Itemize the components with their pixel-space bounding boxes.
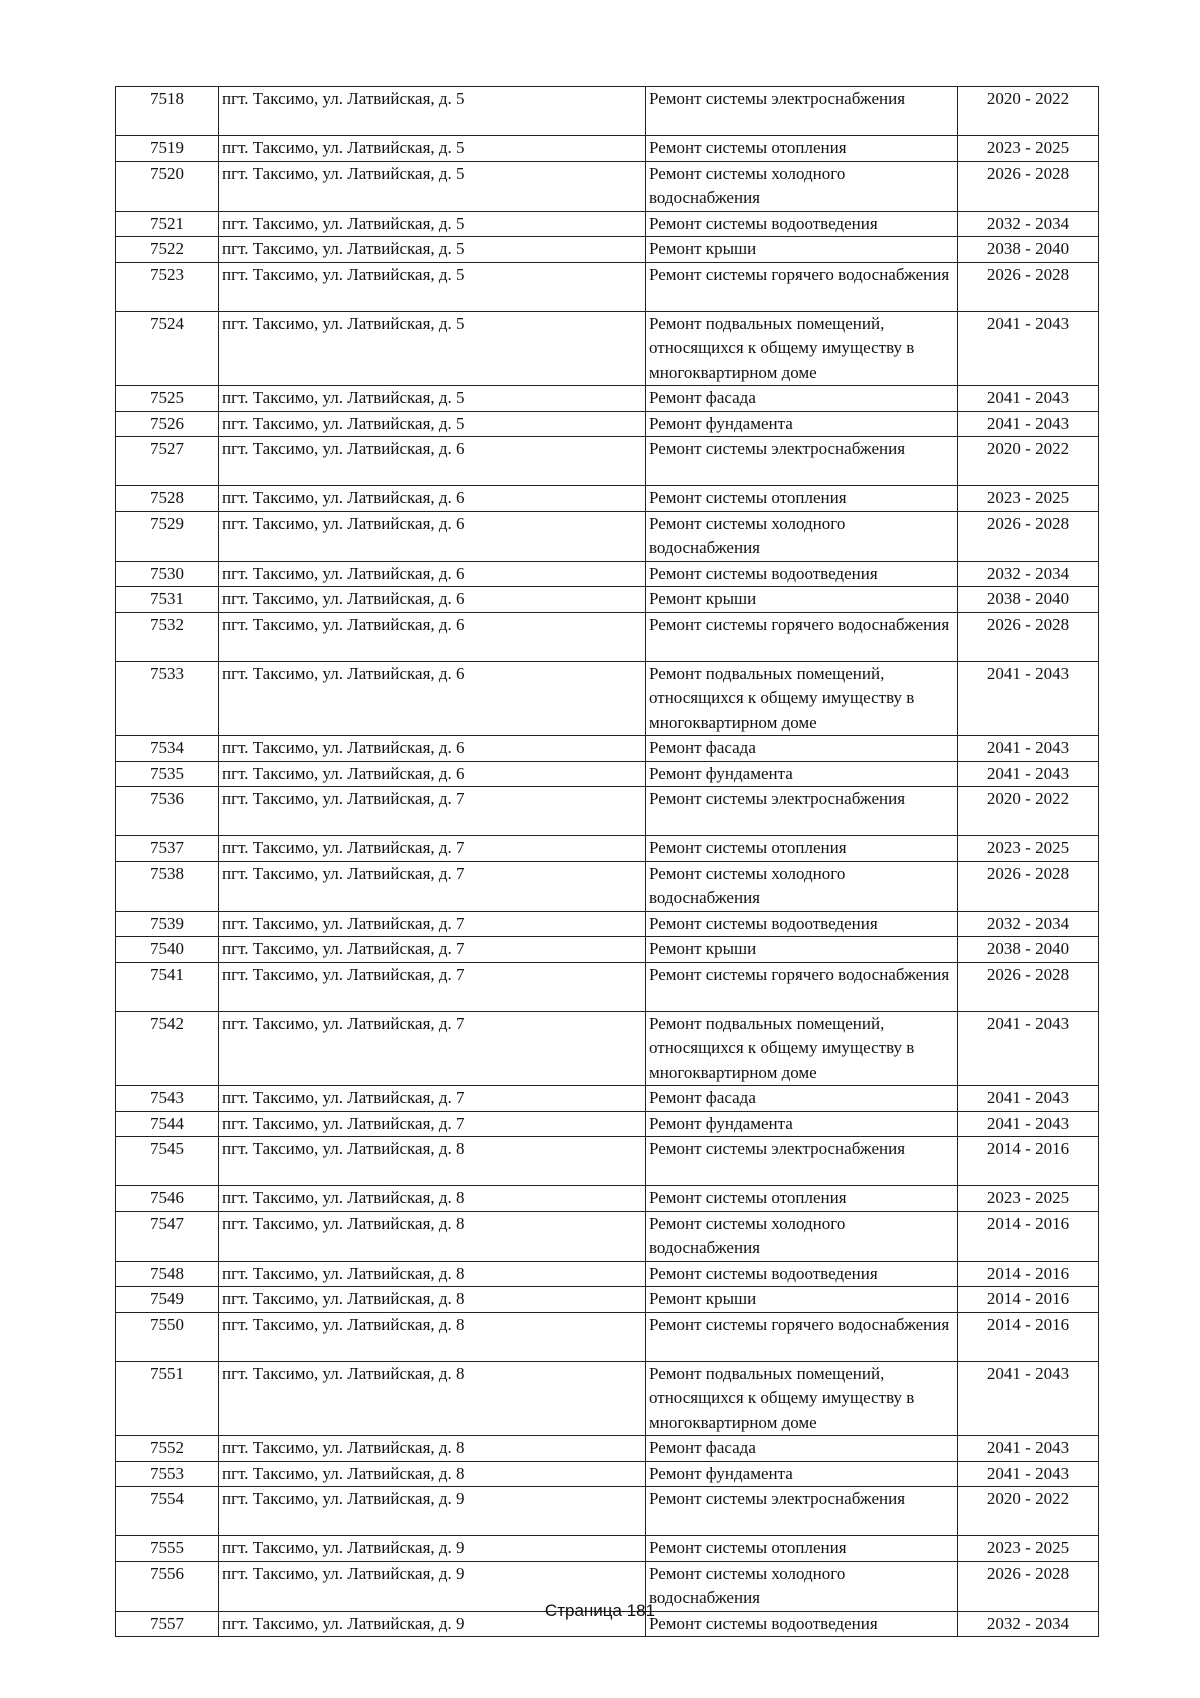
- work-type-cell: Ремонт системы горячего водоснабжения: [646, 1312, 958, 1361]
- repair-schedule-table: [115, 86, 1099, 1637]
- table-row: [116, 1011, 1099, 1086]
- row-number-cell: 7521: [116, 211, 219, 237]
- work-type-cell: Ремонт системы холодного водоснабжения: [646, 161, 958, 211]
- table-row: [116, 1536, 1099, 1562]
- table-row: [116, 1261, 1099, 1287]
- period-cell: 2032 - 2034: [958, 561, 1099, 587]
- row-number-cell: 7541: [116, 962, 219, 1011]
- period-cell: 2041 - 2043: [958, 736, 1099, 762]
- row-number-cell: 7537: [116, 836, 219, 862]
- address-cell: пгт. Таксимо, ул. Латвийская, д. 8: [219, 1361, 646, 1436]
- row-number-cell: 7556: [116, 1561, 219, 1611]
- work-type-cell: Ремонт фасада: [646, 1436, 958, 1462]
- work-type-cell: Ремонт системы горячего водоснабжения: [646, 962, 958, 1011]
- work-type-cell: Ремонт крыши: [646, 587, 958, 613]
- table-row: [116, 486, 1099, 512]
- row-number-cell: 7532: [116, 612, 219, 661]
- table-row: [116, 836, 1099, 862]
- row-number-cell: 7546: [116, 1186, 219, 1212]
- period-cell: 2041 - 2043: [958, 761, 1099, 787]
- table-row: [116, 1461, 1099, 1487]
- work-type-cell: Ремонт фундамента: [646, 1111, 958, 1137]
- work-type-cell: Ремонт крыши: [646, 237, 958, 263]
- table-row: [116, 587, 1099, 613]
- period-cell: 2026 - 2028: [958, 262, 1099, 311]
- row-number-cell: 7530: [116, 561, 219, 587]
- period-cell: 2041 - 2043: [958, 1361, 1099, 1436]
- table-row: [116, 736, 1099, 762]
- period-cell: 2020 - 2022: [958, 787, 1099, 836]
- row-number-cell: 7538: [116, 861, 219, 911]
- address-cell: пгт. Таксимо, ул. Латвийская, д. 6: [219, 437, 646, 486]
- period-cell: 2023 - 2025: [958, 836, 1099, 862]
- work-type-cell: Ремонт системы холодного водоснабжения: [646, 861, 958, 911]
- period-cell: 2023 - 2025: [958, 1536, 1099, 1562]
- work-type-cell: Ремонт системы водоотведения: [646, 561, 958, 587]
- row-number-cell: 7533: [116, 661, 219, 736]
- period-cell: 2014 - 2016: [958, 1312, 1099, 1361]
- address-cell: пгт. Таксимо, ул. Латвийская, д. 9: [219, 1561, 646, 1611]
- work-type-cell: Ремонт подвальных помещений, относящихся к общему имуществу в многоквартирном доме: [646, 1361, 958, 1436]
- row-number-cell: 7549: [116, 1287, 219, 1313]
- work-type-cell: Ремонт системы горячего водоснабжения: [646, 262, 958, 311]
- row-number-cell: 7545: [116, 1137, 219, 1186]
- row-number-cell: 7543: [116, 1086, 219, 1112]
- work-type-cell: Ремонт фундамента: [646, 1461, 958, 1487]
- period-cell: 2020 - 2022: [958, 87, 1099, 136]
- table-row: [116, 262, 1099, 311]
- row-number-cell: 7547: [116, 1211, 219, 1261]
- address-cell: пгт. Таксимо, ул. Латвийская, д. 7: [219, 836, 646, 862]
- row-number-cell: 7536: [116, 787, 219, 836]
- work-type-cell: Ремонт системы отопления: [646, 1536, 958, 1562]
- table-row: [116, 1186, 1099, 1212]
- row-number-cell: 7531: [116, 587, 219, 613]
- row-number-cell: 7529: [116, 511, 219, 561]
- work-type-cell: Ремонт системы холодного водоснабжения: [646, 511, 958, 561]
- work-type-cell: Ремонт подвальных помещений, относящихся к общему имуществу в многоквартирном доме: [646, 311, 958, 386]
- period-cell: 2038 - 2040: [958, 587, 1099, 613]
- period-cell: 2032 - 2034: [958, 211, 1099, 237]
- address-cell: пгт. Таксимо, ул. Латвийская, д. 5: [219, 237, 646, 263]
- row-number-cell: 7523: [116, 262, 219, 311]
- work-type-cell: Ремонт системы отопления: [646, 486, 958, 512]
- period-cell: 2041 - 2043: [958, 1436, 1099, 1462]
- address-cell: пгт. Таксимо, ул. Латвийская, д. 9: [219, 1536, 646, 1562]
- table-row: [116, 1487, 1099, 1536]
- work-type-cell: Ремонт крыши: [646, 937, 958, 963]
- address-cell: пгт. Таксимо, ул. Латвийская, д. 8: [219, 1211, 646, 1261]
- address-cell: пгт. Таксимо, ул. Латвийская, д. 5: [219, 87, 646, 136]
- table-row: [116, 1312, 1099, 1361]
- row-number-cell: 7535: [116, 761, 219, 787]
- address-cell: пгт. Таксимо, ул. Латвийская, д. 7: [219, 962, 646, 1011]
- table-row: [116, 561, 1099, 587]
- work-type-cell: Ремонт системы электроснабжения: [646, 437, 958, 486]
- address-cell: пгт. Таксимо, ул. Латвийская, д. 7: [219, 1011, 646, 1086]
- address-cell: пгт. Таксимо, ул. Латвийская, д. 7: [219, 1086, 646, 1112]
- table-row: [116, 962, 1099, 1011]
- work-type-cell: Ремонт системы электроснабжения: [646, 787, 958, 836]
- table-row: [116, 1436, 1099, 1462]
- period-cell: 2014 - 2016: [958, 1261, 1099, 1287]
- address-cell: пгт. Таксимо, ул. Латвийская, д. 8: [219, 1186, 646, 1212]
- period-cell: 2041 - 2043: [958, 411, 1099, 437]
- work-type-cell: Ремонт фасада: [646, 736, 958, 762]
- period-cell: 2026 - 2028: [958, 861, 1099, 911]
- work-type-cell: Ремонт системы водоотведения: [646, 911, 958, 937]
- address-cell: пгт. Таксимо, ул. Латвийская, д. 6: [219, 612, 646, 661]
- period-cell: 2026 - 2028: [958, 962, 1099, 1011]
- work-type-cell: Ремонт системы водоотведения: [646, 211, 958, 237]
- address-cell: пгт. Таксимо, ул. Латвийская, д. 6: [219, 587, 646, 613]
- table-body: [116, 87, 1099, 1637]
- work-type-cell: Ремонт системы горячего водоснабжения: [646, 612, 958, 661]
- row-number-cell: 7542: [116, 1011, 219, 1086]
- address-cell: пгт. Таксимо, ул. Латвийская, д. 6: [219, 661, 646, 736]
- table-row: [116, 1211, 1099, 1261]
- address-cell: пгт. Таксимо, ул. Латвийская, д. 9: [219, 1487, 646, 1536]
- period-cell: 2023 - 2025: [958, 1186, 1099, 1212]
- work-type-cell: Ремонт системы отопления: [646, 136, 958, 162]
- row-number-cell: 7548: [116, 1261, 219, 1287]
- work-type-cell: Ремонт системы электроснабжения: [646, 87, 958, 136]
- address-cell: пгт. Таксимо, ул. Латвийская, д. 8: [219, 1261, 646, 1287]
- address-cell: пгт. Таксимо, ул. Латвийская, д. 5: [219, 161, 646, 211]
- period-cell: 2023 - 2025: [958, 136, 1099, 162]
- row-number-cell: 7522: [116, 237, 219, 263]
- row-number-cell: 7528: [116, 486, 219, 512]
- period-cell: 2026 - 2028: [958, 612, 1099, 661]
- table-row: [116, 1287, 1099, 1313]
- work-type-cell: Ремонт подвальных помещений, относящихся к общему имуществу в многоквартирном доме: [646, 1011, 958, 1086]
- address-cell: пгт. Таксимо, ул. Латвийская, д. 6: [219, 736, 646, 762]
- table-row: [116, 87, 1099, 136]
- address-cell: пгт. Таксимо, ул. Латвийская, д. 7: [219, 787, 646, 836]
- period-cell: 2041 - 2043: [958, 1461, 1099, 1487]
- address-cell: пгт. Таксимо, ул. Латвийская, д. 8: [219, 1436, 646, 1462]
- address-cell: пгт. Таксимо, ул. Латвийская, д. 7: [219, 861, 646, 911]
- table-row: [116, 612, 1099, 661]
- row-number-cell: 7554: [116, 1487, 219, 1536]
- work-type-cell: Ремонт системы отопления: [646, 1186, 958, 1212]
- table-row: [116, 511, 1099, 561]
- address-cell: пгт. Таксимо, ул. Латвийская, д. 8: [219, 1312, 646, 1361]
- address-cell: пгт. Таксимо, ул. Латвийская, д. 5: [219, 136, 646, 162]
- work-type-cell: Ремонт фундамента: [646, 411, 958, 437]
- address-cell: пгт. Таксимо, ул. Латвийская, д. 5: [219, 386, 646, 412]
- address-cell: пгт. Таксимо, ул. Латвийская, д. 9: [219, 1611, 646, 1637]
- table-row: [116, 661, 1099, 736]
- table-row: [116, 237, 1099, 263]
- address-cell: пгт. Таксимо, ул. Латвийская, д. 5: [219, 311, 646, 386]
- table-row: [116, 911, 1099, 937]
- period-cell: 2026 - 2028: [958, 161, 1099, 211]
- row-number-cell: 7557: [116, 1611, 219, 1637]
- address-cell: пгт. Таксимо, ул. Латвийская, д. 6: [219, 761, 646, 787]
- address-cell: пгт. Таксимо, ул. Латвийская, д. 6: [219, 511, 646, 561]
- table-row: [116, 861, 1099, 911]
- table-row: [116, 1086, 1099, 1112]
- row-number-cell: 7550: [116, 1312, 219, 1361]
- period-cell: 2041 - 2043: [958, 386, 1099, 412]
- period-cell: 2041 - 2043: [958, 661, 1099, 736]
- row-number-cell: 7526: [116, 411, 219, 437]
- table-row: [116, 761, 1099, 787]
- work-type-cell: Ремонт фундамента: [646, 761, 958, 787]
- period-cell: 2020 - 2022: [958, 1487, 1099, 1536]
- work-type-cell: Ремонт системы холодного водоснабжения: [646, 1211, 958, 1261]
- table-row: [116, 437, 1099, 486]
- row-number-cell: 7539: [116, 911, 219, 937]
- work-type-cell: Ремонт системы отопления: [646, 836, 958, 862]
- work-type-cell: Ремонт фасада: [646, 386, 958, 412]
- period-cell: 2026 - 2028: [958, 1561, 1099, 1611]
- row-number-cell: 7527: [116, 437, 219, 486]
- work-type-cell: Ремонт фасада: [646, 1086, 958, 1112]
- period-cell: 2014 - 2016: [958, 1137, 1099, 1186]
- work-type-cell: Ремонт системы электроснабжения: [646, 1137, 958, 1186]
- table-row: [116, 787, 1099, 836]
- period-cell: 2023 - 2025: [958, 486, 1099, 512]
- work-type-cell: Ремонт системы водоотведения: [646, 1261, 958, 1287]
- row-number-cell: 7519: [116, 136, 219, 162]
- period-cell: 2041 - 2043: [958, 311, 1099, 386]
- address-cell: пгт. Таксимо, ул. Латвийская, д. 7: [219, 911, 646, 937]
- table-row: [116, 1361, 1099, 1436]
- row-number-cell: 7520: [116, 161, 219, 211]
- table-row: [116, 211, 1099, 237]
- row-number-cell: 7524: [116, 311, 219, 386]
- address-cell: пгт. Таксимо, ул. Латвийская, д. 5: [219, 411, 646, 437]
- address-cell: пгт. Таксимо, ул. Латвийская, д. 5: [219, 262, 646, 311]
- period-cell: 2014 - 2016: [958, 1211, 1099, 1261]
- work-type-cell: Ремонт системы холодного водоснабжения: [646, 1561, 958, 1611]
- address-cell: пгт. Таксимо, ул. Латвийская, д. 8: [219, 1137, 646, 1186]
- period-cell: 2041 - 2043: [958, 1011, 1099, 1086]
- address-cell: пгт. Таксимо, ул. Латвийская, д. 6: [219, 486, 646, 512]
- row-number-cell: 7518: [116, 87, 219, 136]
- period-cell: 2032 - 2034: [958, 911, 1099, 937]
- address-cell: пгт. Таксимо, ул. Латвийская, д. 5: [219, 211, 646, 237]
- period-cell: 2014 - 2016: [958, 1287, 1099, 1313]
- row-number-cell: 7551: [116, 1361, 219, 1436]
- address-cell: пгт. Таксимо, ул. Латвийская, д. 7: [219, 1111, 646, 1137]
- work-type-cell: Ремонт системы водоотведения: [646, 1611, 958, 1637]
- row-number-cell: 7553: [116, 1461, 219, 1487]
- period-cell: 2026 - 2028: [958, 511, 1099, 561]
- table-row: [116, 311, 1099, 386]
- table-row: [116, 136, 1099, 162]
- period-cell: 2038 - 2040: [958, 237, 1099, 263]
- work-type-cell: Ремонт системы электроснабжения: [646, 1487, 958, 1536]
- page-number: Страница 181: [544, 1601, 656, 1620]
- row-number-cell: 7534: [116, 736, 219, 762]
- row-number-cell: 7552: [116, 1436, 219, 1462]
- row-number-cell: 7544: [116, 1111, 219, 1137]
- table-row: [116, 161, 1099, 211]
- work-type-cell: Ремонт крыши: [646, 1287, 958, 1313]
- period-cell: 2032 - 2034: [958, 1611, 1099, 1637]
- table-row: [116, 386, 1099, 412]
- work-type-cell: Ремонт подвальных помещений, относящихся к общему имуществу в многоквартирном доме: [646, 661, 958, 736]
- table-row: [116, 1111, 1099, 1137]
- address-cell: пгт. Таксимо, ул. Латвийская, д. 7: [219, 937, 646, 963]
- period-cell: 2041 - 2043: [958, 1086, 1099, 1112]
- row-number-cell: 7525: [116, 386, 219, 412]
- address-cell: пгт. Таксимо, ул. Латвийская, д. 8: [219, 1287, 646, 1313]
- table-row: [116, 937, 1099, 963]
- table-row: [116, 1137, 1099, 1186]
- period-cell: 2041 - 2043: [958, 1111, 1099, 1137]
- row-number-cell: 7555: [116, 1536, 219, 1562]
- period-cell: 2038 - 2040: [958, 937, 1099, 963]
- address-cell: пгт. Таксимо, ул. Латвийская, д. 8: [219, 1461, 646, 1487]
- table-row: [116, 411, 1099, 437]
- period-cell: 2020 - 2022: [958, 437, 1099, 486]
- address-cell: пгт. Таксимо, ул. Латвийская, д. 6: [219, 561, 646, 587]
- row-number-cell: 7540: [116, 937, 219, 963]
